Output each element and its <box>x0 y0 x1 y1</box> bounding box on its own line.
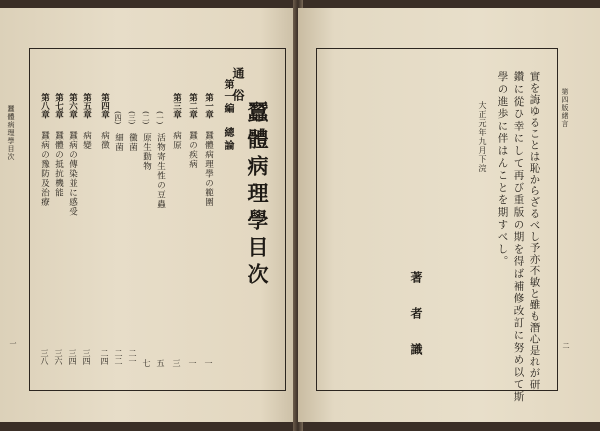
toc-entry-chapter: 第六章 <box>67 93 78 119</box>
left-page <box>0 8 296 422</box>
preface-body-line-1: 實を誨ゆることは恥からざるべし予亦不敏と雖も潛心是れが研 <box>528 71 541 391</box>
toc-entry-page: 二四 <box>100 349 109 365</box>
toc-entry-page: 五 <box>156 359 165 367</box>
toc-entry-chapter: (一) <box>155 111 165 125</box>
toc-entry-title: 蠶病の傳染並に感受 <box>67 131 78 217</box>
left-page-folio: 一 <box>9 340 17 347</box>
toc-entry-title: 蠶體病理學の範圍 <box>203 131 214 207</box>
left-running-head: 蠶體病理學目次 <box>7 105 15 161</box>
toc-entry-title: 活物寄生性の豆蟲 <box>155 133 166 209</box>
toc-entry-chapter: 第三章 <box>171 93 182 119</box>
part-title: 總論 <box>222 127 233 153</box>
toc-frame <box>29 48 286 391</box>
toc-entry-page: 七 <box>142 359 151 367</box>
preface-body-line-2: 鑽に從ひ幸にして再び重版の期を得ば補修改訂に努め以て斯 <box>512 71 525 404</box>
right-running-head: 第四版緒言 <box>561 88 569 128</box>
preface-signature: 著 者 識 <box>409 271 423 361</box>
toc-entry-chapter: 第五章 <box>81 93 92 119</box>
toc-entry-page: 三四 <box>68 349 77 365</box>
toc-entry-chapter: (三) <box>127 111 137 125</box>
toc-entry-page: 一 <box>188 359 197 367</box>
toc-entry-page: 三 <box>172 359 181 367</box>
toc-entry-title: 病變 <box>81 131 92 150</box>
toc-entry-page: 二二 <box>114 349 123 365</box>
preface-frame <box>316 48 558 404</box>
toc-entry-page: 三六 <box>54 349 63 365</box>
toc-entry-chapter: (二) <box>141 111 151 125</box>
toc-entry-chapter: 第八章 <box>39 93 50 119</box>
toc-entry-chapter: (四) <box>113 111 123 125</box>
title-prefix-top: 通 <box>231 67 245 79</box>
preface-body-line-3: 學の進歩に伴はんことを期すべし。 <box>496 71 509 268</box>
toc-entry-page: 三八 <box>40 349 49 365</box>
toc-entry-title: 蠶體の抵抗機能 <box>53 131 64 198</box>
part-heading: 第一編 <box>222 79 233 115</box>
toc-entry-chapter: 第一章 <box>203 93 214 119</box>
preface-date: 大正元年九月下浣 <box>478 101 487 173</box>
toc-entry-title: 病徴 <box>99 131 110 150</box>
toc-entry-chapter: 第四章 <box>99 93 110 119</box>
toc-entry-title: 病原 <box>171 131 182 150</box>
title-prefix-bottom: 俗 <box>231 89 245 101</box>
toc-entry-chapter: 第二章 <box>187 93 198 119</box>
toc-entry-title: 細菌 <box>113 133 124 152</box>
toc-title: 蠶體病理學目次 <box>245 101 270 290</box>
toc-entry-chapter: 第七章 <box>53 93 64 119</box>
toc-entry-title: 原生動物 <box>141 133 152 171</box>
toc-entry-title: 蠶病の豫防及治療 <box>39 131 50 207</box>
right-page-folio: 二 <box>562 342 570 349</box>
right-page <box>298 8 600 422</box>
toc-entry-title: 黴菌 <box>127 133 138 152</box>
toc-entry-page: 二一 <box>128 349 137 365</box>
toc-entry-page: 三四 <box>82 349 91 365</box>
toc-entry-page: 一 <box>204 359 213 367</box>
toc-entry-title: 蠶の疾病 <box>187 131 198 169</box>
